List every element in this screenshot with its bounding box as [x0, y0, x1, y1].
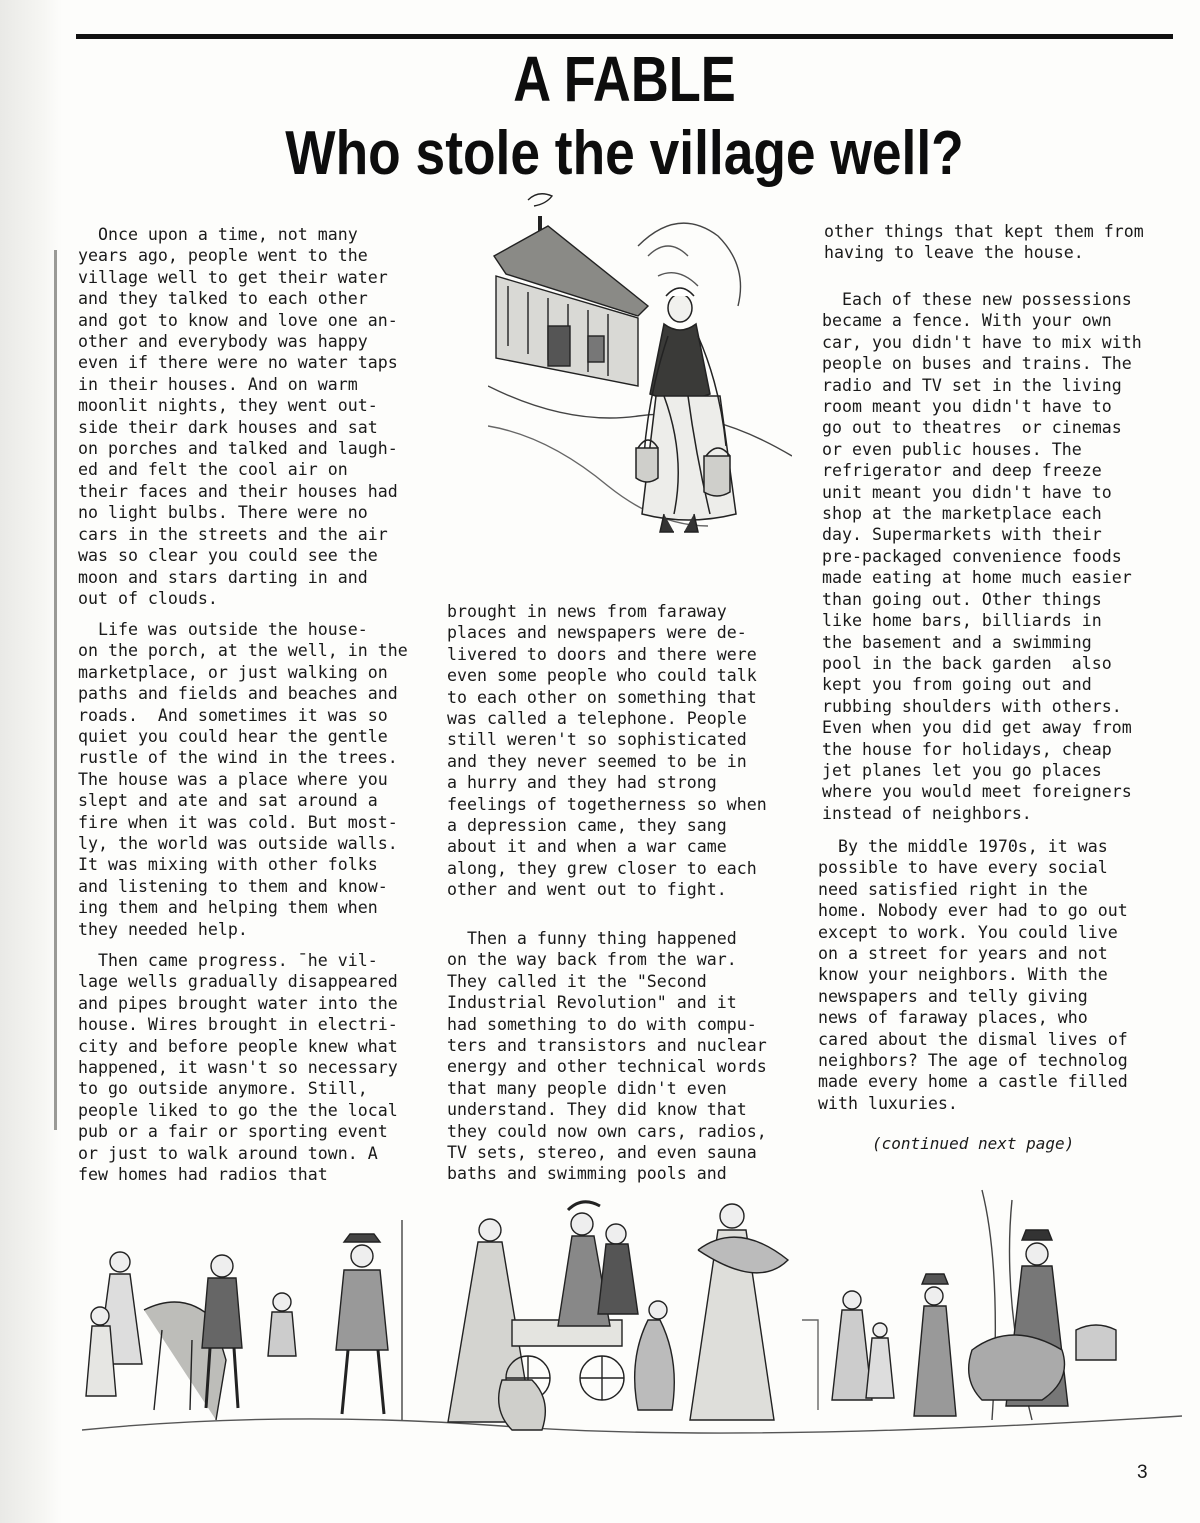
- headline-kicker: A FABLE: [513, 43, 736, 115]
- column-1-paragraph-3: Then came progress. ¯he vil- lage wells gradually disappeared and pipes brought water into the house. Wires brought in electri- city and before people knew what happened, it wasn't so necessary to go outside anymore. Still, people liked to go the the local pub or a fair or sporting event or just to walk around town. A few homes had radios that: [78, 951, 398, 1185]
- binding-crease: [54, 250, 57, 1130]
- milkmaid-cottage-illustration: [488, 186, 792, 588]
- headline-title: Who stole the village well?: [285, 119, 964, 188]
- binding-gutter: [0, 0, 62, 1523]
- column-1-paragraph-2: Life was outside the house- on the porch, at the well, in the marketplace, or just walking on paths and fields and beaches and roads. And sometimes it was so quiet you could hear the gentle rustle of the wind in the trees. The house was a place where you slept and ate and sat around a fire when it was cold. But most- ly, the world was outside walls. It was mixing with other folks and listening to them and know- ing them and helping them when they needed help.: [78, 620, 408, 939]
- continued-note: (continued next page): [872, 1134, 1075, 1153]
- village-market-illustration: [82, 1180, 1182, 1450]
- column-3-paragraph-1: other things that kept them from having to leave the house.: [824, 222, 1144, 263]
- top-rule: [76, 34, 1173, 39]
- column-2-paragraph-2: Then a funny thing happened on the way back from the war. They called it the "Second Industrial Revolution" and it had something to do with compu- ters and transistors and nuclear energy and other technical words that many people didn't even understand. They did know that they could now own cars, radios, TV sets, stereo, and even sauna baths and swimming pools and: [447, 929, 767, 1184]
- column-3-paragraph-3: By the middle 1970s, it was possible to have every social need satisfied right in the home. Nobody ever had to go out except to work. You could live on a street for years and not know your neighbors. With the newspapers and telly giving news of faraway places, who cared about the dismal lives of neighbors? The age of technolog made every home a castle filled with luxuries.: [818, 837, 1128, 1113]
- column-1-paragraph-1: Once upon a time, not many years ago, people went to the village well to get their water and they talked to each other and got to know and love one an- other and everybody was happy even if there were no water taps in their houses. And on warm moonlit nights, they went out- side their dark houses and sat on porches and talked and laugh- ed and felt the cool air on their faces and their houses had no light bulbs. There were no cars in the streets and the air was so clear you could see the moon and stars darting in and out of clouds.: [78, 225, 398, 608]
- page-number: 3: [1137, 1462, 1148, 1483]
- column-2-paragraph-1: brought in news from faraway places and newspapers were de- livered to doors and there were even some people who could talk to each other on something that was called a telephone. People still weren't so sophisticated and they never seemed to be in a hurry and they had strong feelings of togetherness so when a depression came, they sang about it and when a war came along, they grew closer to each other and went out to fight.: [447, 602, 767, 900]
- column-3-paragraph-2: Each of these new possessions became a fence. With your own car, you didn't have to mix with people on buses and trains. The radio and TV set in the living room meant you didn't have to go out to theatres or cinemas or even public houses. The refrigerator and deep freeze unit meant you didn't have to shop at the marketplace each day. Supermarkets with their pre-packaged convenience foods made eating at home much easier than going out. Other things like home bars, billiards in the basement and a swimming pool in the back garden also kept you from going out and rubbing shoulders with others. Even when you did get away from the house for holidays, cheap jet planes let you go places where you would meet foreigners instead of neighbors.: [822, 290, 1142, 823]
